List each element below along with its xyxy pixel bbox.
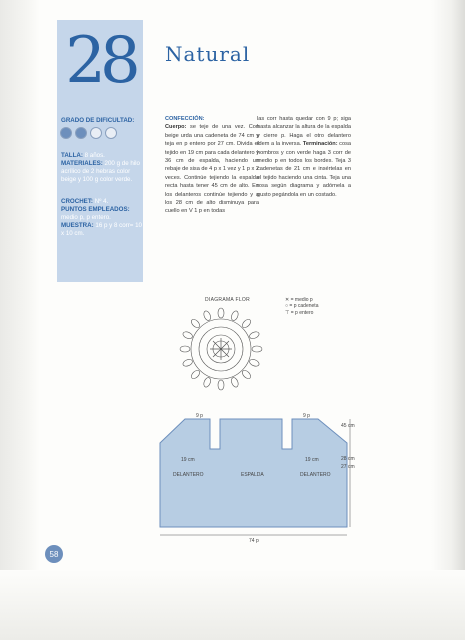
flower-diagram xyxy=(176,304,266,394)
size-info xyxy=(61,152,143,160)
instructions-column-1 xyxy=(165,115,259,216)
stitches-info xyxy=(61,206,143,222)
petal-loop xyxy=(182,331,194,340)
top-right-stitches: 9 p xyxy=(303,413,310,419)
instructions-text-2: las corr hasta quedar con 9 p; siga hasta alcanzar la altura de la espalda y cierre p. Haga el otro delantero ídem a la inversa. xyxy=(257,116,351,148)
page-bottom-shadow xyxy=(0,570,465,640)
gauge-info xyxy=(61,222,143,238)
materials-label: MATERIALES: xyxy=(61,160,103,167)
t-symbol-icon: ⊤ xyxy=(285,309,290,316)
petal-loop xyxy=(241,369,252,380)
page-number: 58 xyxy=(45,545,63,563)
instructions-text-1: se teje de una vez. Con beige urda una cadeneta de 74 cm y teja en p entero por 27 cm. Divida el tejido en 19 cm para cada delantero y 36 cm de espalda, haciendo un rebaje de sisa de 4 p x 1 vez y 1 p x 2 veces. Continúe tejiendo la espalda recta hasta tener 45 cm de alto. En los delanteros continúe tejiendo y a los 28 cm de alto disminuya para cuello en V 1 p en todas xyxy=(165,124,259,215)
legend-text: = medio p xyxy=(290,297,313,303)
petal-loop xyxy=(182,358,194,367)
oval-symbol-icon: ○ xyxy=(285,303,289,310)
top-left-stitches: 9 p xyxy=(196,413,203,419)
back-label: ESPALDA xyxy=(241,472,264,478)
height-27: 27 cm xyxy=(341,464,355,470)
hook-info xyxy=(61,198,143,206)
instructions-heading: CONFECCIÓN: xyxy=(165,116,205,122)
right-front-label: DELANTERO xyxy=(300,472,331,478)
yarn-ball-icon xyxy=(105,127,117,139)
yarn-ball-icon xyxy=(60,127,72,139)
petal-loop xyxy=(190,369,201,380)
finish-label: Terminación: xyxy=(302,141,338,148)
legend-text: = p cadeneta xyxy=(289,303,319,310)
gauge-label: MUESTRA: xyxy=(61,222,94,229)
legend-item xyxy=(285,310,318,316)
instructions-column-2 xyxy=(257,115,351,199)
petal-loop xyxy=(230,377,239,389)
pattern-number: 28 xyxy=(65,24,135,98)
page-gutter-shadow xyxy=(0,0,40,640)
stitches-label: PUNTOS EMPLEADOS: xyxy=(61,206,130,213)
left-front-width: 19 cm xyxy=(181,457,195,463)
pattern-title: Natural xyxy=(165,42,251,66)
yarn-ball-icon xyxy=(90,127,102,139)
materials-value: 200 g de hilo acrílico de 2 hebras color beige y 100 g color verde. xyxy=(61,160,140,183)
height-45: 45 cm xyxy=(341,423,355,429)
page-edge-shadow xyxy=(431,0,465,640)
cross-symbol-icon: ✕ xyxy=(285,297,290,303)
diagram-legend xyxy=(285,297,318,316)
hook-value: Nº 4. xyxy=(92,198,109,205)
petal-loop xyxy=(241,318,252,329)
garment-schematic xyxy=(150,405,365,555)
instructions-text-3: cosa hombros y con verde haga 3 corr de medio p en todos los bordes. Teja 3 cadenetas de 21 cm e insértelas en el tejido haciendo una cinta. Teja una rosa según diagrama y adórnela a gusto pegándola en un costado. xyxy=(257,141,351,198)
petal-loop xyxy=(203,377,212,389)
petal-loop xyxy=(252,346,262,352)
petal-loop xyxy=(218,380,224,390)
petal-loop xyxy=(218,308,224,318)
petal-loop xyxy=(249,331,261,340)
difficulty-rating xyxy=(60,127,142,139)
stitches-value: medio p, p entero. xyxy=(61,213,111,221)
petal-loop xyxy=(190,318,201,329)
height-28: 28 cm xyxy=(341,456,355,462)
body-label: Cuerpo: xyxy=(165,124,187,131)
left-front-label: DELANTERO xyxy=(173,472,204,478)
yarn-ball-icon xyxy=(75,127,87,139)
size-label: TALLA: xyxy=(61,152,83,159)
petal-loop xyxy=(203,310,212,322)
size-value: 8 años. xyxy=(82,152,105,159)
gauge-value: 16 p y 8 corr= 10 x 10 cm. xyxy=(61,222,142,237)
bottom-width: 74 p xyxy=(249,538,259,544)
petal-loop xyxy=(230,310,239,322)
difficulty-label: GRADO DE DIFICULTAD: xyxy=(61,117,135,124)
petal-loop xyxy=(180,346,190,352)
materials-info xyxy=(61,160,143,183)
legend-text: = p entero xyxy=(290,309,314,316)
petal-loop xyxy=(249,358,261,367)
hook-label: CROCHET: xyxy=(61,198,93,205)
diagram-title: DIAGRAMA FLOR xyxy=(205,297,251,303)
right-front-width: 19 cm xyxy=(305,457,319,463)
